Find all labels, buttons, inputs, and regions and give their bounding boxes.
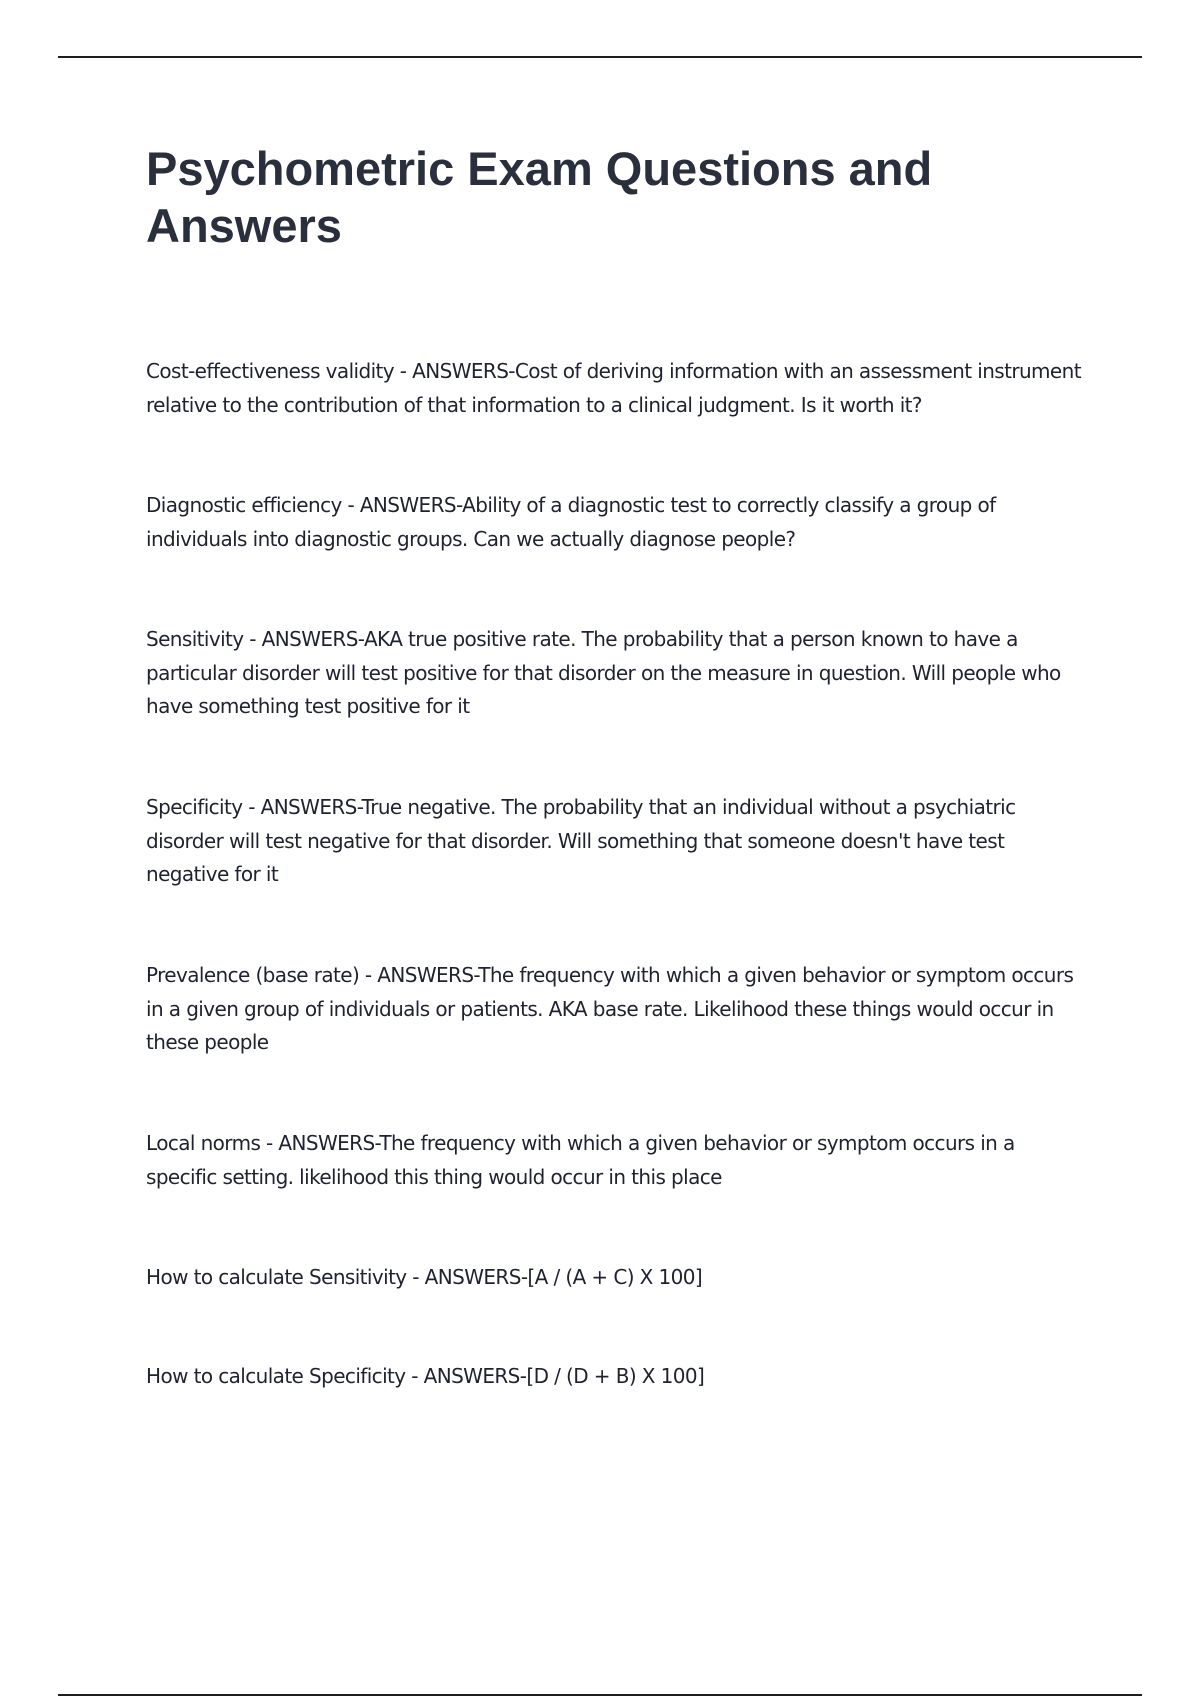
- qa-item-calc-sensitivity: How to calculate Sensitivity - ANSWERS-[A / (A + C) X 100]: [146, 1265, 703, 1289]
- qa-item-sensitivity: Sensitivity - ANSWERS-AKA true positive rate. The probability that a person known to have a particular disorder will test positive for that disorder on the measure in question. Will people who have something test positive for it: [146, 627, 1061, 718]
- qa-item-cost-effectiveness: Cost-effectiveness validity - ANSWERS-Cost of deriving information with an assessment instrument relative to the contribution of that information to a clinical judgment. Is it worth it?: [146, 359, 1081, 417]
- bottom-divider: [58, 1694, 1142, 1696]
- top-divider: [58, 56, 1142, 58]
- qa-item-specificity: Specificity - ANSWERS-True negative. The probability that an individual without a psychiatric disorder will test negative for that disorder. Will something that someone doesn't have test negative for it: [146, 795, 1016, 886]
- qa-item-calc-specificity: How to calculate Specificity - ANSWERS-[D / (D + B) X 100]: [146, 1364, 705, 1388]
- qa-item-prevalence: Prevalence (base rate) - ANSWERS-The frequency with which a given behavior or symptom occurs in a given group of individuals or patients. AKA base rate. Likelihood these things would occur in these people: [146, 963, 1074, 1054]
- qa-item-local-norms: Local norms - ANSWERS-The frequency with which a given behavior or symptom occurs in a specific setting. likelihood this thing would occur in this place: [146, 1131, 1015, 1189]
- qa-item-diagnostic-efficiency: Diagnostic efficiency - ANSWERS-Ability of a diagnostic test to correctly classify a group of individuals into diagnostic groups. Can we actually diagnose people?: [146, 493, 996, 551]
- document-title: Psychometric Exam Questions and Answers: [146, 142, 933, 252]
